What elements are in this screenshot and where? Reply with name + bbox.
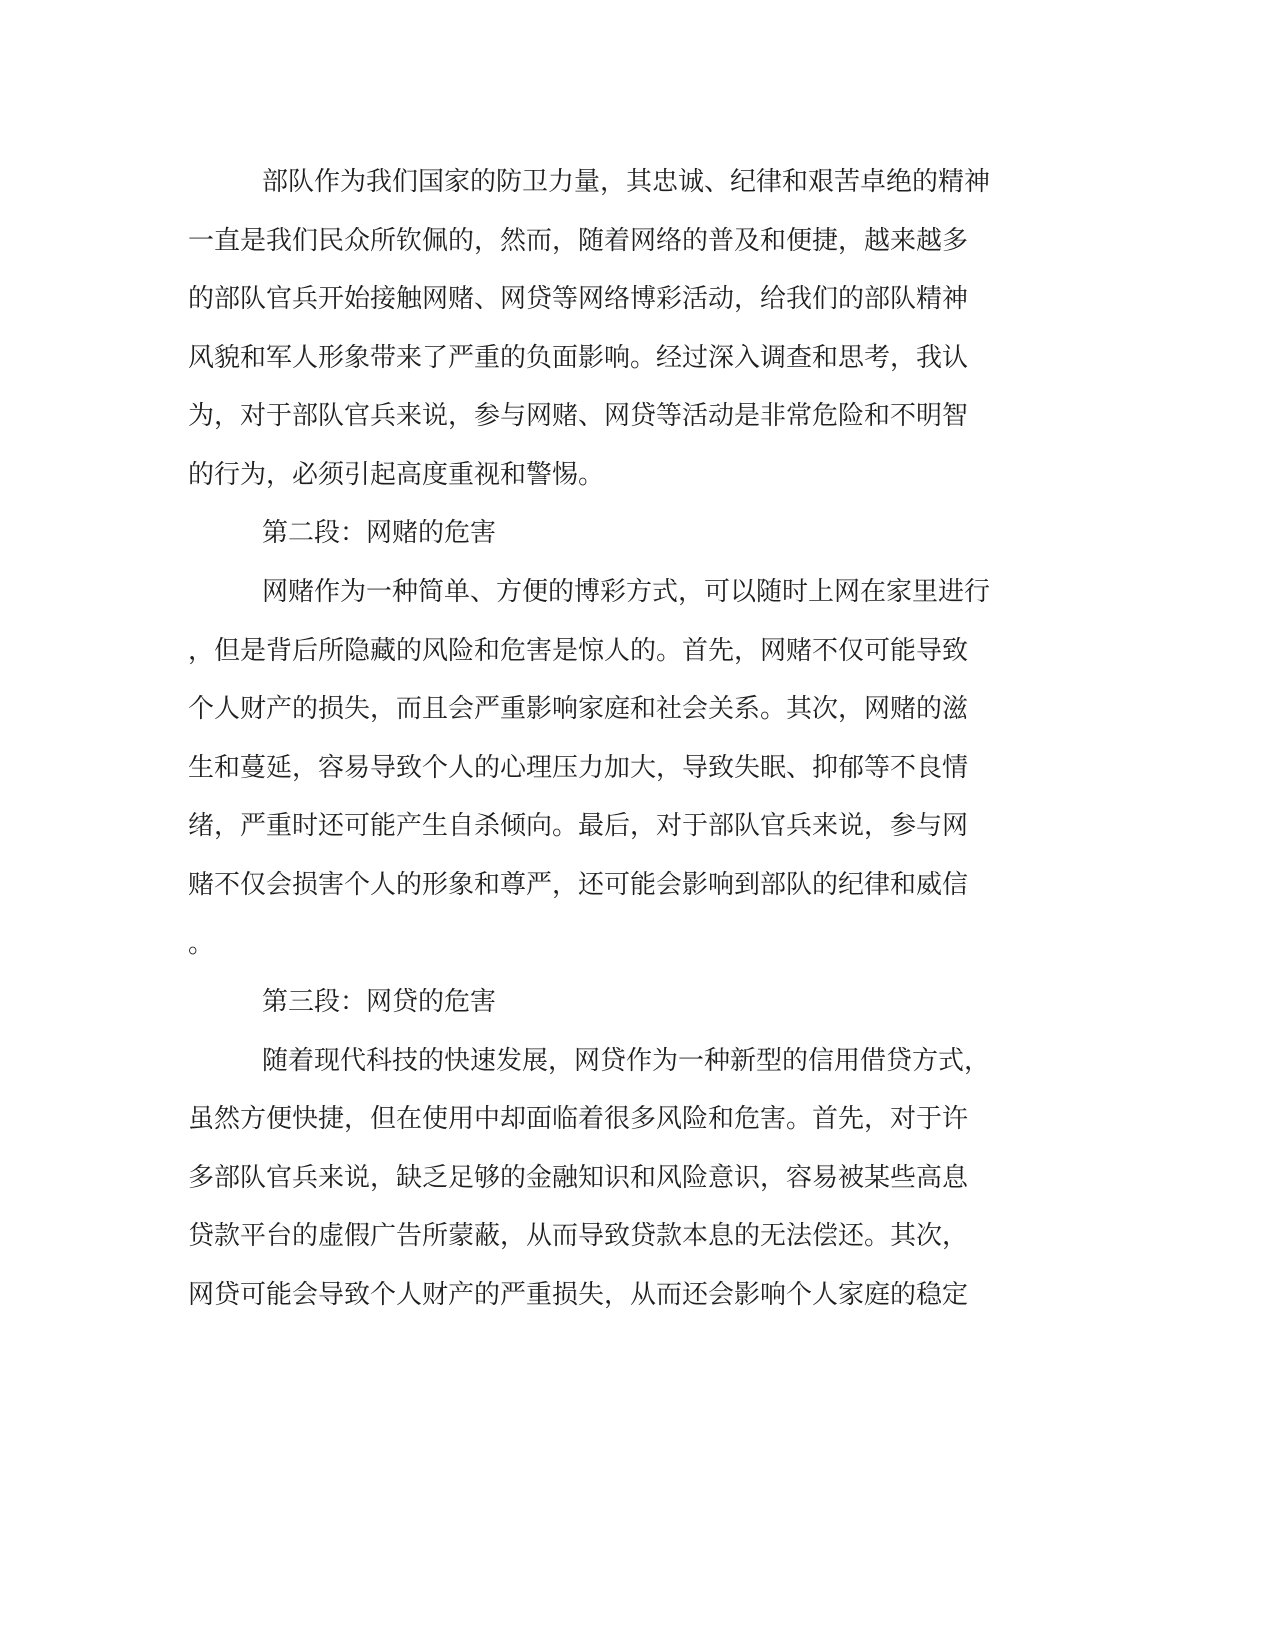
section-3-heading: 第三段：网贷的危害 [262,987,497,1017]
intro-paragraph-line: 部队作为我们国家的防卫力量，其忠诚、纪律和艰苦卓绝的精神 [262,167,991,197]
section-3-paragraph-line: 虽然方便快捷，但在使用中却面临着很多风险和危害。首先，对于许 [188,1104,969,1134]
intro-paragraph-line: 的行为，必须引起高度重视和警惕。 [188,460,605,490]
section-2-paragraph-line: 生和蔓延，容易导致个人的心理压力加大，导致失眠、抑郁等不良情 [188,753,969,783]
section-3-paragraph-line: 贷款平台的虚假广告所蒙蔽，从而导致贷款本息的无法偿还。其次， [188,1221,969,1251]
section-3-paragraph-line: 多部队官兵来说，缺乏足够的金融知识和风险意识，容易被某些高息 [188,1163,969,1193]
intro-paragraph-line: 的部队官兵开始接触网赌、网贷等网络博彩活动，给我们的部队精神 [188,284,969,314]
section-2-paragraph-line: 个人财产的损失，而且会严重影响家庭和社会关系。其次，网赌的滋 [188,694,969,724]
section-3-paragraph-line: 网贷可能会导致个人财产的严重损失，从而还会影响个人家庭的稳定 [188,1280,969,1310]
intro-paragraph-line: 一直是我们民众所钦佩的，然而，随着网络的普及和便捷，越来越多 [188,226,969,256]
section-3-paragraph-line: 随着现代科技的快速发展，网贷作为一种新型的信用借贷方式， [262,1046,991,1076]
section-2-paragraph-line: 。 [188,929,215,959]
section-2-paragraph-line: 赌不仅会损害个人的形象和尊严，还可能会影响到部队的纪律和威信 [188,870,969,900]
section-2-paragraph-line: ，但是背后所隐藏的风险和危害是惊人的。首先，网赌不仅可能导致 [188,636,969,666]
intro-paragraph-line: 风貌和军人形象带来了严重的负面影响。经过深入调查和思考，我认 [188,343,969,373]
intro-paragraph-line: 为，对于部队官兵来说，参与网赌、网贷等活动是非常危险和不明智 [188,401,969,431]
section-2-heading: 第二段：网赌的危害 [262,518,497,548]
section-2-paragraph-line: 绪，严重时还可能产生自杀倾向。最后，对于部队官兵来说，参与网 [188,811,969,841]
section-2-paragraph-line: 网赌作为一种简单、方便的博彩方式，可以随时上网在家里进行 [262,577,991,607]
